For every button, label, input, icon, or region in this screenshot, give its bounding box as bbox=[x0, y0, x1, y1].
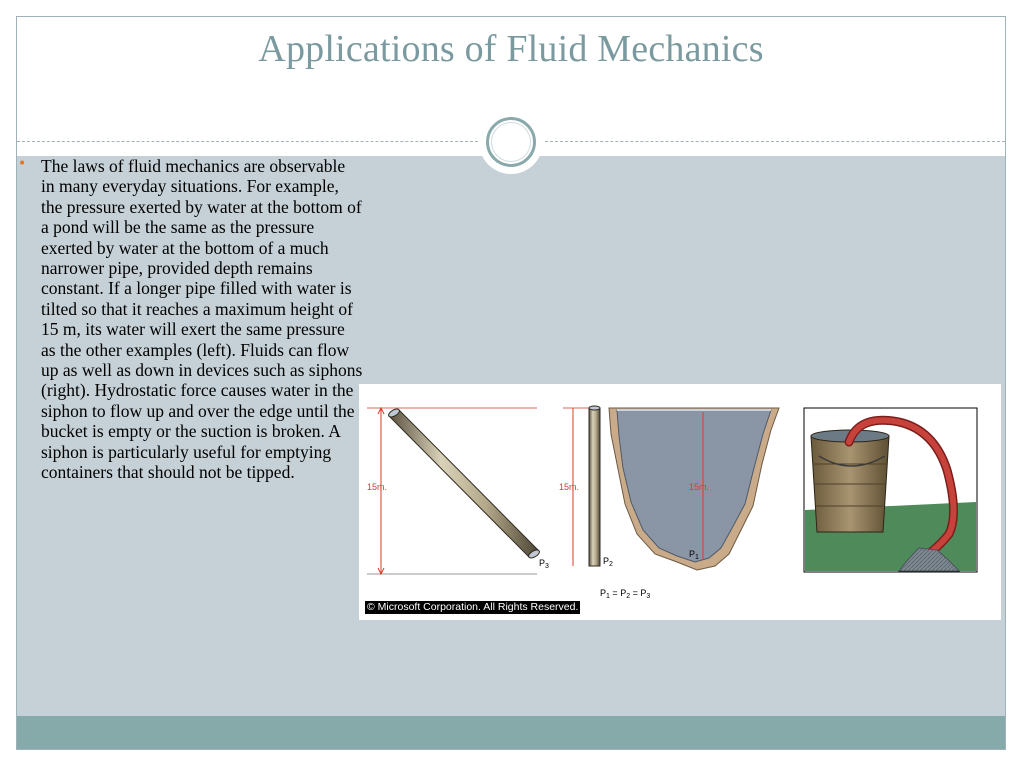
tilted-pipe bbox=[389, 410, 539, 557]
height-label-2: 15m. bbox=[559, 482, 580, 492]
vertical-pipe-opening bbox=[589, 406, 600, 410]
figure-illustration bbox=[359, 384, 1001, 620]
height-label-3: 15m. bbox=[689, 482, 710, 492]
height-label-1: 15m. bbox=[367, 482, 388, 492]
slide-title: Applications of Fluid Mechanics bbox=[258, 28, 764, 70]
footer-band bbox=[17, 716, 1005, 749]
pressure-label-2: $P_2$ bbox=[603, 556, 613, 568]
tilted-pipe-panel bbox=[367, 407, 549, 574]
copyright-notice: © Microsoft Corporation. All Rights Reserved. bbox=[367, 601, 579, 613]
divider-left bbox=[17, 141, 483, 142]
divider-right bbox=[545, 141, 1005, 142]
ornament-ring-inner bbox=[491, 122, 531, 162]
siphon-panel bbox=[804, 408, 977, 572]
vertical-pipe-panel bbox=[559, 406, 613, 568]
bullet-icon bbox=[18, 160, 26, 168]
vertical-pipe bbox=[589, 408, 600, 566]
pressure-label-1: $P_1$ bbox=[689, 549, 699, 561]
body-text: The laws of fluid mechanics are observable in many everyday situations. For example, the pressure exerted by water at the bottom of a pond will be the same as the pressure exerted by water at the bottom of a much narrower pipe, provided depth remains constant. If a longer pipe filled with water is tilted so that it reaches a maximum height of 15 m, its water will exert the same pressure as the other examples (left). Fluids can flow up as well as down in devices such as siphons (right). Hydrostatic force causes water in the siphon to flow up and over the edge until the bucket is empty or the suction is broken. A siphon is particularly useful for emptying containers that should not be tipped. bbox=[41, 156, 363, 483]
pressure-equation: $P_1 = P_2 = P_3$ bbox=[600, 588, 651, 600]
fluid-pressure-figure bbox=[359, 384, 1001, 620]
circle-ornament bbox=[479, 110, 543, 174]
pond-panel bbox=[609, 408, 779, 570]
pressure-label-3: $P_3$ bbox=[539, 558, 549, 570]
